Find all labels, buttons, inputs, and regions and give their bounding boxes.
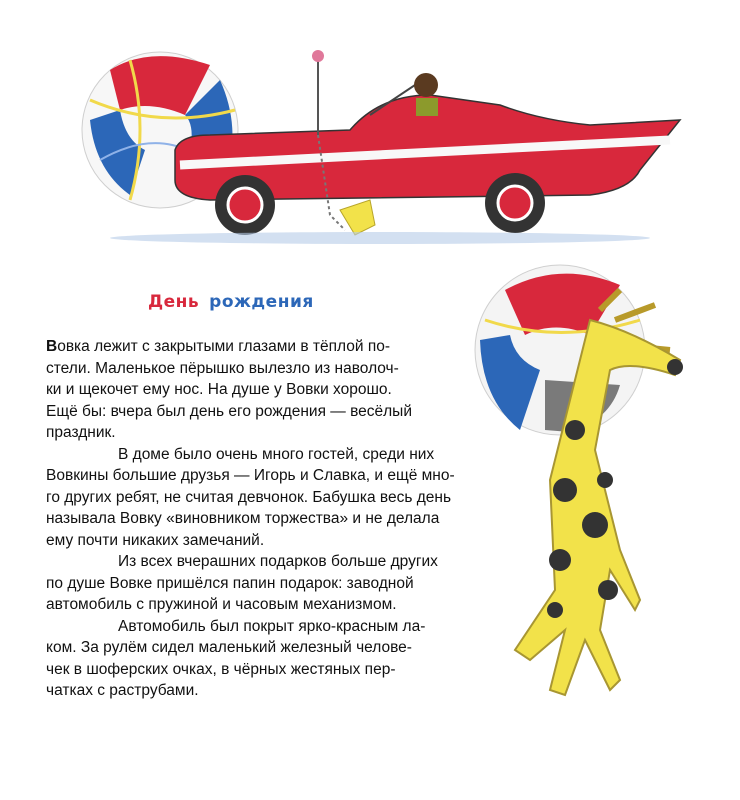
text-line: го других ребят, не считая девчонок. Бабушка весь день [46,488,452,506]
title-word-2: рождения [209,292,314,312]
text-line: чатках с раструбами. [46,682,199,699]
toy-giraffe-illustration [470,250,720,720]
toy-car-illustration [70,40,690,260]
title-word-1: День [148,292,200,312]
text-line: по душе Вовке пришёлся папин подарок: заводной [46,574,414,592]
story-text [46,336,455,702]
text-line: называла Вовку «виновником торжества» и не делала [46,510,440,527]
text-line: Вовка лежит с закрытыми глазами в тёплой по- [46,338,390,355]
text-line: ему почти никаких замечаний. [46,531,265,549]
drop-letter: В [46,338,58,355]
text-line: Ещё бы: вчера был день его рождения — весёлый [46,402,412,420]
text-line: чек в шоферских очках, в чёрных жестяных пер- [46,660,396,678]
text-line: праздник. [46,424,116,441]
story-title [148,292,314,312]
text-line: ки и щекочет ему нос. На душе у Вовки хорошо. [46,381,392,398]
text-line: стели. Маленькое пёрышко вылезло из наволоч- [46,359,399,377]
text-line: Автомобиль был покрыт ярко-красным ла- [118,617,426,635]
text-line: ком. За рулём сидел маленький железный челове- [46,639,412,656]
text-line: В доме было очень много гостей, среди них [118,445,435,463]
text-line: Из всех вчерашних подарков больше других [118,553,438,570]
text-line: автомобиль с пружиной и часовым механизмом. [46,596,397,613]
text-line: Вовкины большие друзья — Игорь и Славка, и ещё мно- [46,467,455,484]
